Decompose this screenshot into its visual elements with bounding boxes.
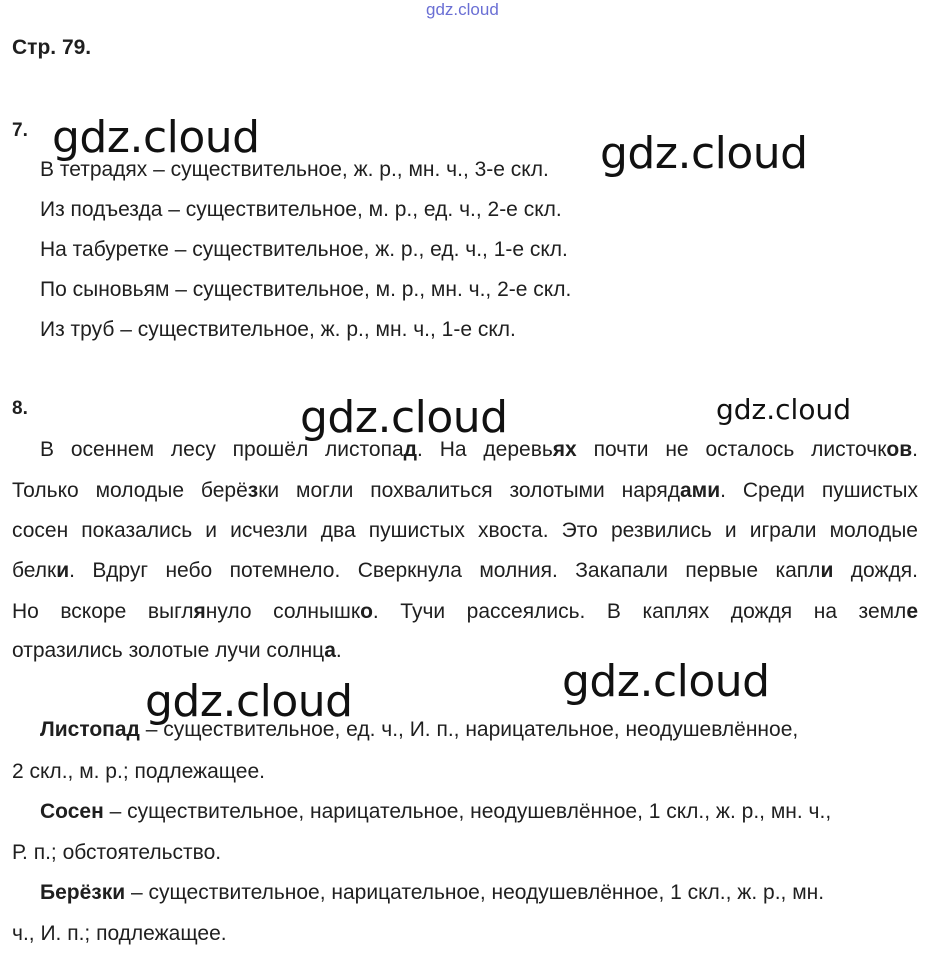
parsing-desc: – существительное, ед. ч., И. п., нарицательное, неодушевлённое, [139,718,799,741]
bold-ending: и [56,559,70,582]
watermark-5: gdz.cloud [562,656,770,707]
text-segment: В осеннем лесу прошёл листопа [40,438,404,461]
bold-ending: ов [886,438,913,461]
parsing-entry-3-line1 [40,881,824,905]
text-segment: . Тучи рассеялись. В каплях дождя на земл [372,600,907,623]
top-watermark: gdz.cloud [426,0,499,19]
watermark-1: gdz.cloud [52,112,260,163]
watermark-3: gdz.cloud [300,392,508,443]
text-segment: Но вскоре выгл [12,600,194,623]
parsing-word: Сосен [40,800,104,823]
bold-ending: я [193,600,206,623]
watermark-6: gdz.cloud [145,676,353,727]
parsing-entry-1-line2: 2 скл., м. р.; подлежащее. [12,760,265,783]
bold-ending: з [247,479,259,502]
text-segment: . На деревь [417,438,553,461]
parsing-word: Берёзки [40,881,126,904]
text-segment: ки могли похвалиться золотыми наряд [258,479,680,502]
text-segment: . Вдруг небо потемнело. Сверкнула молния. Закапали первые капл [69,559,821,582]
task7-line-2: Из подъезда – существительное, м. р., ед. ч., 2-е скл. [40,198,562,221]
text-segment: нуло солнышк [205,600,361,623]
parsing-desc: – существительное, нарицательное, неодушевлённое, 1 скл., ж. р., мн. ч., [103,800,832,823]
bold-ending: д [403,438,417,461]
task7-line-4: По сыновьям – существительное, м. р., мн. ч., 2-е скл. [40,278,572,301]
text-segment: почти не осталось листочк [576,438,887,461]
bold-ending: и [820,559,834,582]
text-segment: сосен показались и исчезли два пушистых хвоста. Это резвились и играли молодые [12,519,918,542]
task8-text-line [12,639,342,663]
bold-ending: ами [679,479,721,502]
task8-text-line [12,600,918,624]
task8-text-line [12,559,918,583]
bold-ending: е [906,600,919,623]
text-segment: отразились золотые лучи солнц [12,639,325,662]
task7-line-1: В тетрадях – существительное, ж. р., мн. ч., 3-е скл. [40,158,549,181]
text-segment: дождя. [833,559,918,582]
text-segment: белк [12,559,57,582]
task8-text-line [12,519,918,543]
task7-number: 7. [12,120,28,141]
parsing-entry-3-line2: ч., И. п.; подлежащее. [12,922,227,945]
text-segment: . [335,639,342,662]
text-segment: . Среди пушистых [720,479,918,502]
task8-number: 8. [12,398,28,419]
parsing-entry-2-line1 [40,800,831,824]
task8-text-line [12,479,918,503]
page-title: Стр. 79. [12,36,92,59]
task7-line-3: На табуретке – существительное, ж. р., ед. ч., 1-е скл. [40,238,568,261]
bold-ending: ях [552,438,577,461]
text-segment: Только молодые берё [12,479,248,502]
watermark-4: gdz.cloud [716,393,851,426]
parsing-entry-2-line2: Р. п.; обстоятельство. [12,841,222,864]
parsing-word: Листопад [40,718,140,741]
bold-ending: а [324,639,336,662]
watermark-2: gdz.cloud [600,128,808,179]
parsing-desc: – существительное, нарицательное, неодушевлённое, 1 скл., ж. р., мн. [125,881,825,904]
task7-line-5: Из труб – существительное, ж. р., мн. ч., 1-е скл. [40,318,516,341]
bold-ending: о [360,600,373,623]
text-segment: . [912,438,918,461]
